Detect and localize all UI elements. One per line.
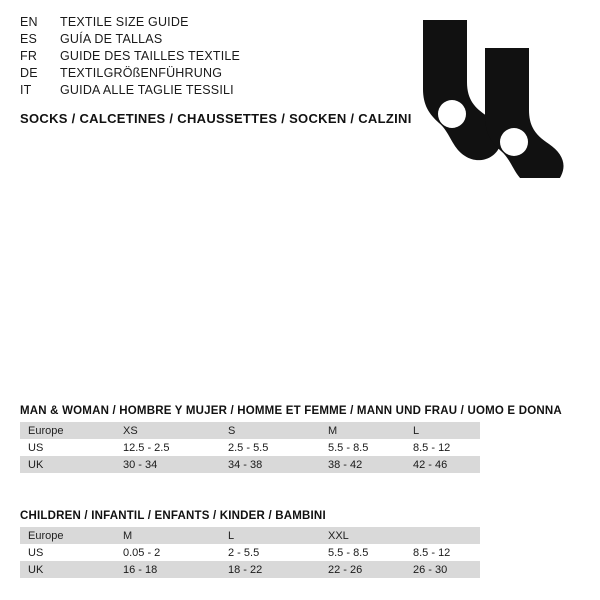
column-header: Europe bbox=[20, 527, 115, 544]
row-label: UK bbox=[20, 456, 115, 473]
cell-value: 12.5 - 2.5 bbox=[115, 439, 220, 456]
column-header: S bbox=[220, 422, 320, 439]
column-header: L bbox=[220, 527, 320, 544]
table-title: CHILDREN / INFANTIL / ENFANTS / KINDER / BAMBINI bbox=[20, 510, 326, 522]
table-row bbox=[20, 456, 480, 473]
language-title: TEXTILE SIZE GUIDE bbox=[60, 15, 189, 29]
row-label: UK bbox=[20, 561, 115, 578]
cell-value: 8.5 - 12 bbox=[405, 544, 480, 561]
product-title: SOCKS / CALCETINES / CHAUSSETTES / SOCKEN / CALZINI bbox=[20, 111, 412, 126]
row-label: US bbox=[20, 439, 115, 456]
language-code: DE bbox=[20, 66, 38, 80]
cell-value: 16 - 18 bbox=[115, 561, 220, 578]
cell-value: 22 - 26 bbox=[320, 561, 405, 578]
size-table-man-woman bbox=[20, 405, 580, 473]
table-header-row bbox=[20, 422, 480, 439]
language-code: ES bbox=[20, 32, 38, 46]
cell-value: 5.5 - 8.5 bbox=[320, 439, 405, 456]
cell-value: 38 - 42 bbox=[320, 456, 405, 473]
language-title: GUÍA DE TALLAS bbox=[60, 32, 163, 46]
table-title: MAN & WOMAN / HOMBRE Y MUJER / HOMME ET FEMME / MANN UND FRAU / UOMO E DONNA bbox=[20, 405, 562, 417]
cell-value: 30 - 34 bbox=[115, 456, 220, 473]
row-label: US bbox=[20, 544, 115, 561]
table-row bbox=[20, 561, 480, 578]
cell-value: 2 - 5.5 bbox=[220, 544, 320, 561]
table-row bbox=[20, 439, 480, 456]
cell-value: 8.5 - 12 bbox=[405, 439, 480, 456]
column-header: M bbox=[115, 527, 220, 544]
language-code: IT bbox=[20, 83, 32, 97]
column-header: L bbox=[405, 422, 480, 439]
column-header bbox=[405, 527, 480, 544]
cell-value: 34 - 38 bbox=[220, 456, 320, 473]
language-code: FR bbox=[20, 49, 38, 63]
cell-value: 5.5 - 8.5 bbox=[320, 544, 405, 561]
language-title: TEXTILGRÖßENFÜHRUNG bbox=[60, 66, 223, 80]
cell-value: 0.05 - 2 bbox=[115, 544, 220, 561]
column-header: Europe bbox=[20, 422, 115, 439]
column-header: XXL bbox=[320, 527, 405, 544]
column-header: M bbox=[320, 422, 405, 439]
sock-shape-front bbox=[485, 48, 564, 178]
socks-illustration bbox=[405, 18, 575, 178]
cell-value: 18 - 22 bbox=[220, 561, 320, 578]
size-table bbox=[20, 527, 480, 578]
language-title: GUIDE DES TAILLES TEXTILE bbox=[60, 49, 241, 63]
language-code: EN bbox=[20, 15, 38, 29]
size-table bbox=[20, 422, 480, 473]
cell-value: 26 - 30 bbox=[405, 561, 480, 578]
table-header-row bbox=[20, 527, 480, 544]
table-row bbox=[20, 544, 480, 561]
language-title: GUIDA ALLE TAGLIE TESSILI bbox=[60, 83, 234, 97]
cell-value: 42 - 46 bbox=[405, 456, 480, 473]
column-header: XS bbox=[115, 422, 220, 439]
cell-value: 2.5 - 5.5 bbox=[220, 439, 320, 456]
size-table-children bbox=[20, 510, 580, 578]
